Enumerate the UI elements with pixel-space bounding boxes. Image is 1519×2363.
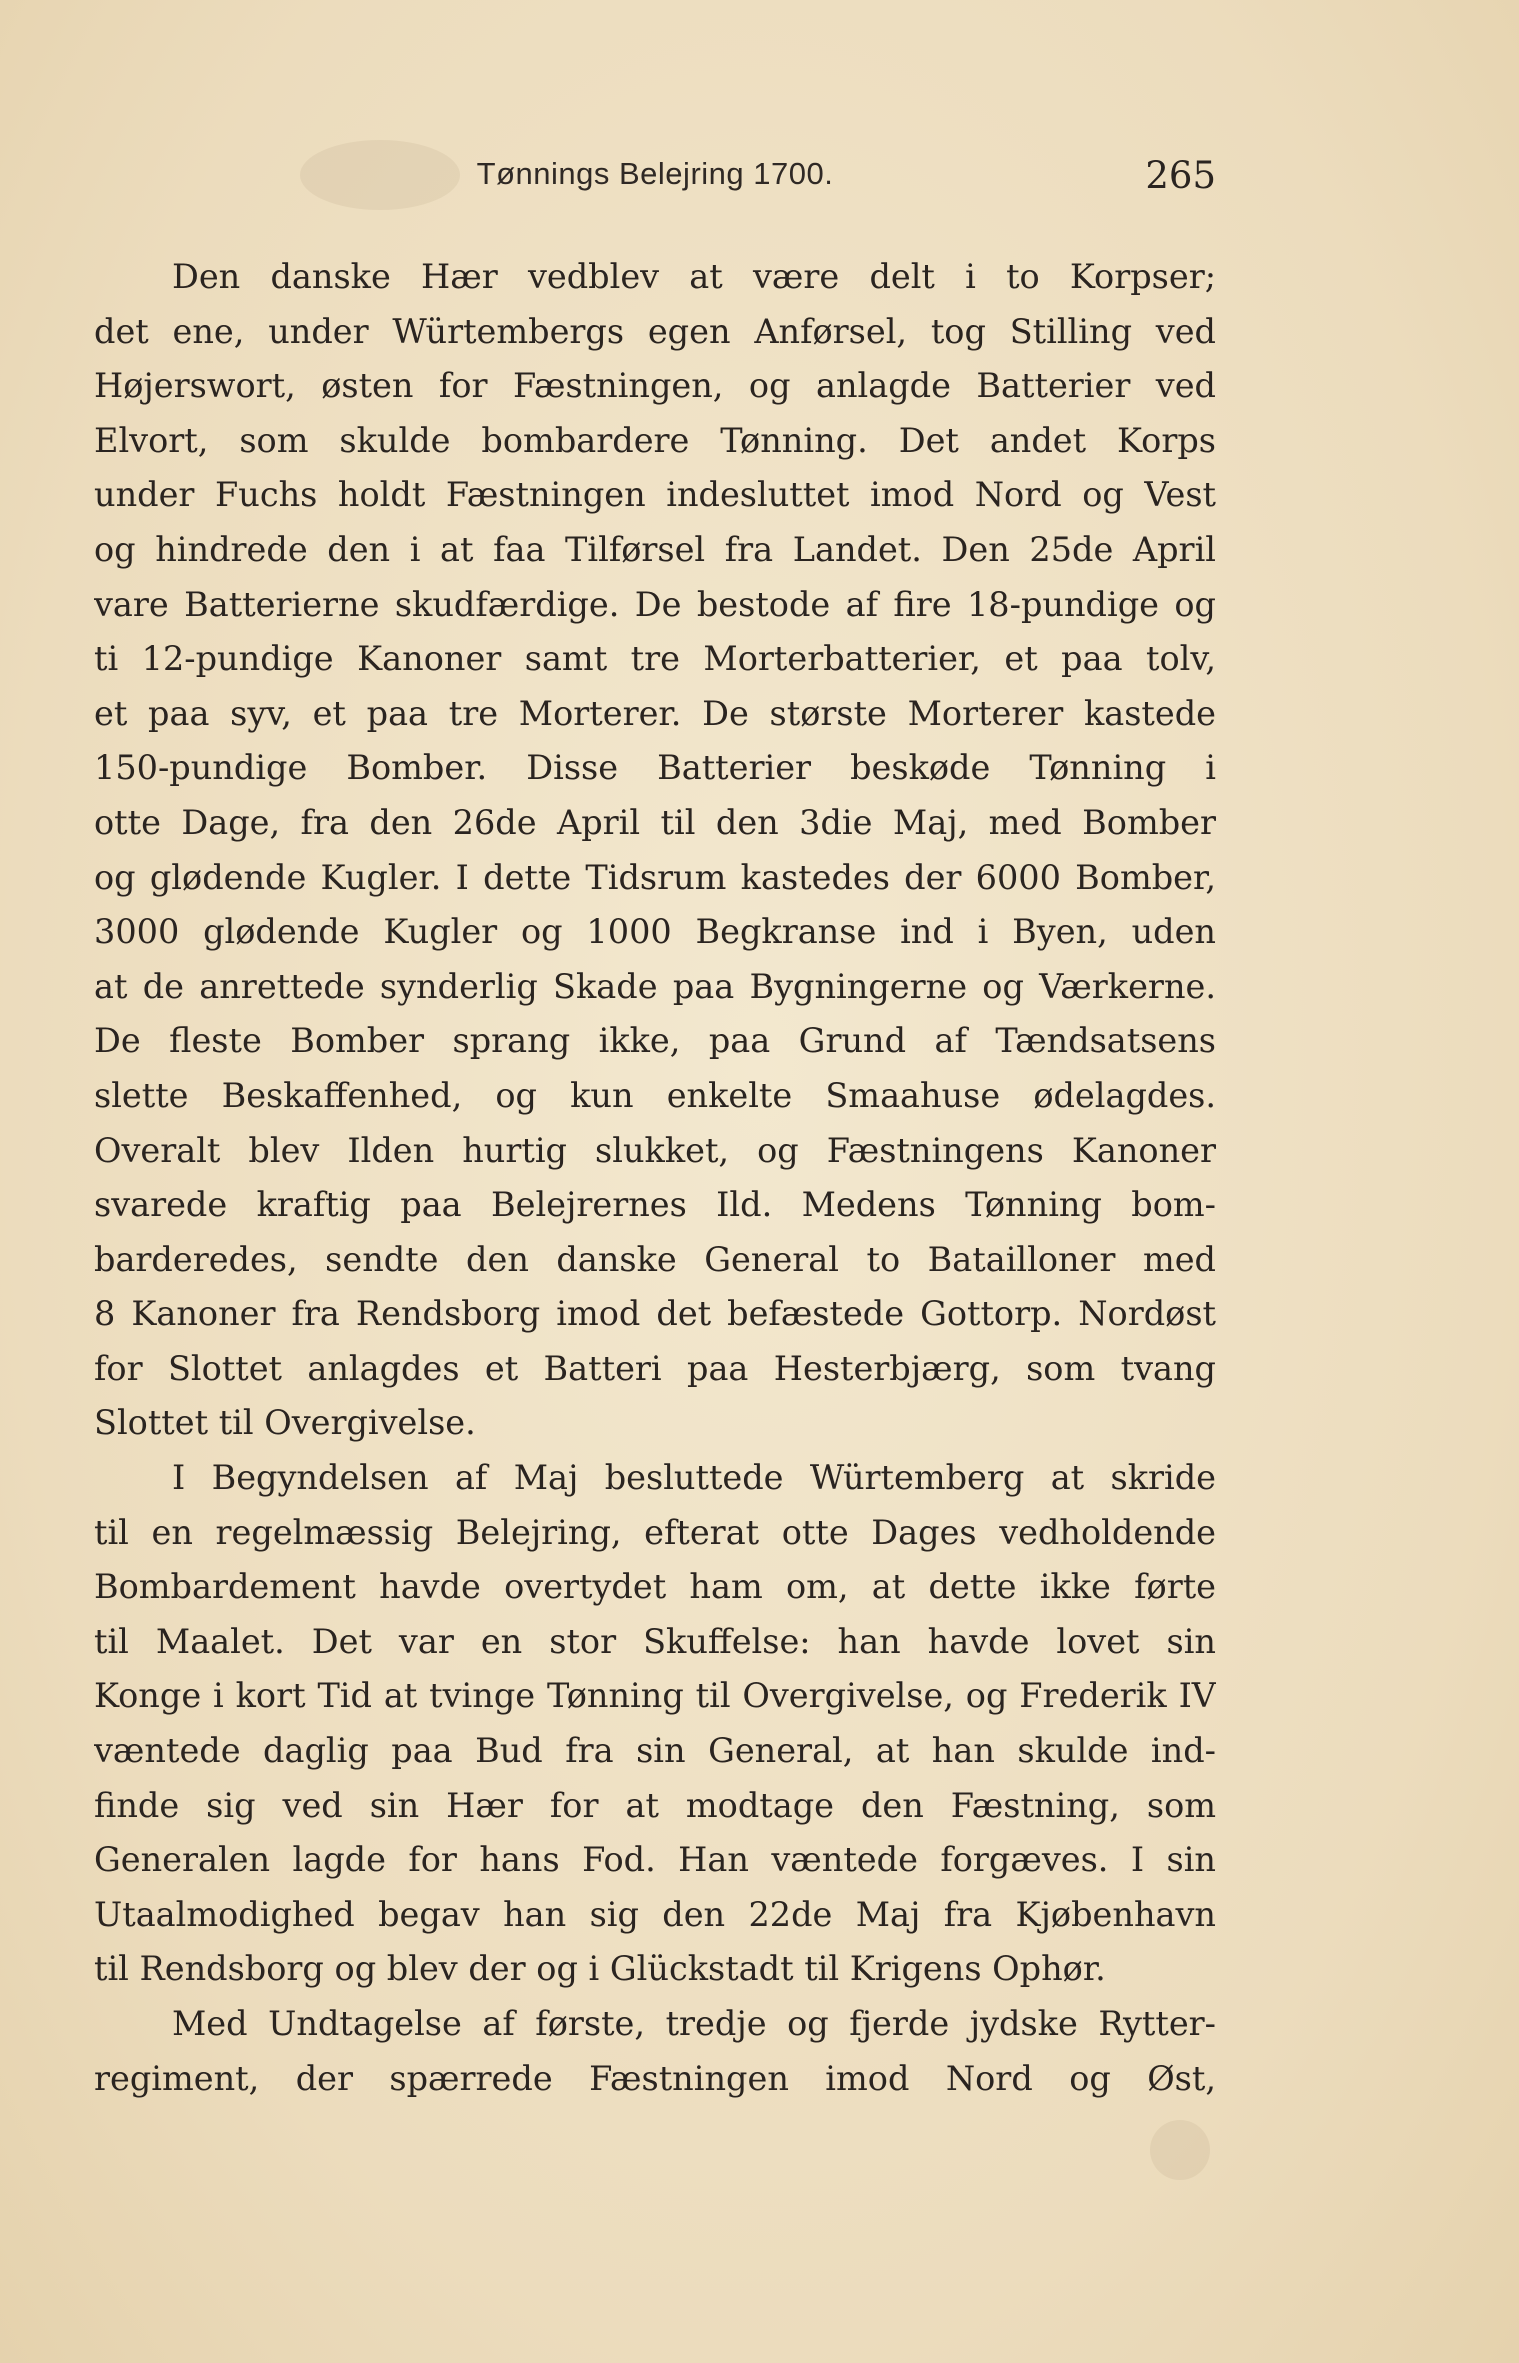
paper-stain: [1150, 2120, 1210, 2180]
page-header: [94, 150, 1216, 210]
text-line: for Slottet anlagdes et Batteri paa Hesterbjærg, som tvang: [94, 1348, 1216, 1388]
text-line: et paa syv, et paa tre Morterer. De største Morterer kastede: [94, 693, 1216, 733]
text-line: 150-pundige Bomber. Disse Batterier beskøde Tønning i: [94, 748, 1216, 788]
page-number: 265: [1145, 154, 1216, 197]
text-line: Bombardement havde overtydet ham om, at dette ikke førte: [94, 1567, 1216, 1607]
text-line: regiment, der spærrede Fæstningen imod Nord og Øst,: [94, 2058, 1216, 2098]
text-line: Højerswort, østen for Fæstningen, og anlagde Batterier ved: [94, 366, 1216, 406]
text-line: slette Beskaffenhed, og kun enkelte Smaahuse ødelagdes.: [94, 1075, 1216, 1115]
text-line: at de anrettede synderlig Skade paa Bygningerne og Værkerne.: [94, 966, 1216, 1006]
text-line: Generalen lagde for hans Fod. Han væntede forgæves. I sin: [94, 1840, 1216, 1880]
text-line: Overalt blev Ilden hurtig slukket, og Fæstningens Kanoner: [94, 1130, 1216, 1170]
text-line: otte Dage, fra den 26de April til den 3die Maj, med Bomber: [94, 802, 1216, 842]
text-line: 8 Kanoner fra Rendsborg imod det befæstede Gottorp. Nordøst: [94, 1294, 1216, 1334]
paragraph-3: [94, 1997, 1216, 2106]
text-line: De fleste Bomber sprang ikke, paa Grund af Tændsatsens: [94, 1021, 1216, 1061]
text-line: og glødende Kugler. I dette Tidsrum kastedes der 6000 Bomber,: [94, 857, 1216, 897]
text-line: I Begyndelsen af Maj besluttede Würtemberg at skride: [172, 1458, 1216, 1498]
text-line: Utaalmodighed begav han sig den 22de Maj fra Kjøbenhavn: [94, 1894, 1216, 1934]
paragraph-1: [94, 250, 1216, 1451]
paragraph-2: [94, 1451, 1216, 1997]
text-line: væntede daglig paa Bud fra sin General, at han skulde ind-: [94, 1731, 1216, 1771]
text-line: og hindrede den i at faa Tilførsel fra Landet. Den 25de April: [94, 529, 1216, 569]
text-line: svarede kraftig paa Belejrernes Ild. Medens Tønning bom-: [94, 1185, 1216, 1225]
text-line: Slottet til Overgivelse.: [94, 1403, 476, 1443]
text-line: det ene, under Würtembergs egen Anførsel, tog Stilling ved: [94, 311, 1216, 351]
text-line: barderedes, sendte den danske General to Bataillоner med: [94, 1239, 1216, 1279]
body-text: [94, 250, 1216, 2106]
text-line: vare Batterierne skudfærdige. De bestode af fire 18-pundige og: [94, 584, 1216, 624]
text-line: Med Undtagelse af første, tredje og fjerde jydske Rytter-: [172, 2004, 1216, 2043]
text-line: til en regelmæssig Belejring, efterat otte Dages vedholdende: [94, 1512, 1216, 1552]
text-line: 3000 glødende Kugler og 1000 Begkranse ind i Byen, uden: [94, 912, 1216, 952]
text-line: under Fuchs holdt Fæstningen indesluttet imod Nord og Vest: [94, 475, 1216, 515]
text-line: ti 12-pundige Kanoner samt tre Morterbatterier, et paa tolv,: [94, 639, 1216, 679]
text-line: til Maalet. Det var en stor Skuffelse: han havde lovet sin: [94, 1621, 1216, 1661]
running-title: Tønnings Belejring 1700.: [476, 156, 834, 191]
text-line: Den danske Hær vedblev at være delt i to Korpser;: [172, 257, 1216, 296]
text-line: Elvort, som skulde bombardere Tønning. Det andet Korps: [94, 420, 1216, 460]
text-line: Konge i kort Tid at tvinge Tønning til Overgivelse, og Frederik IV: [94, 1676, 1216, 1716]
text-line: til Rendsborg og blev der og i Glückstadt til Krigens Ophør.: [94, 1949, 1106, 1989]
text-line: finde sig ved sin Hær for at modtage den Fæstning, som: [94, 1785, 1216, 1825]
